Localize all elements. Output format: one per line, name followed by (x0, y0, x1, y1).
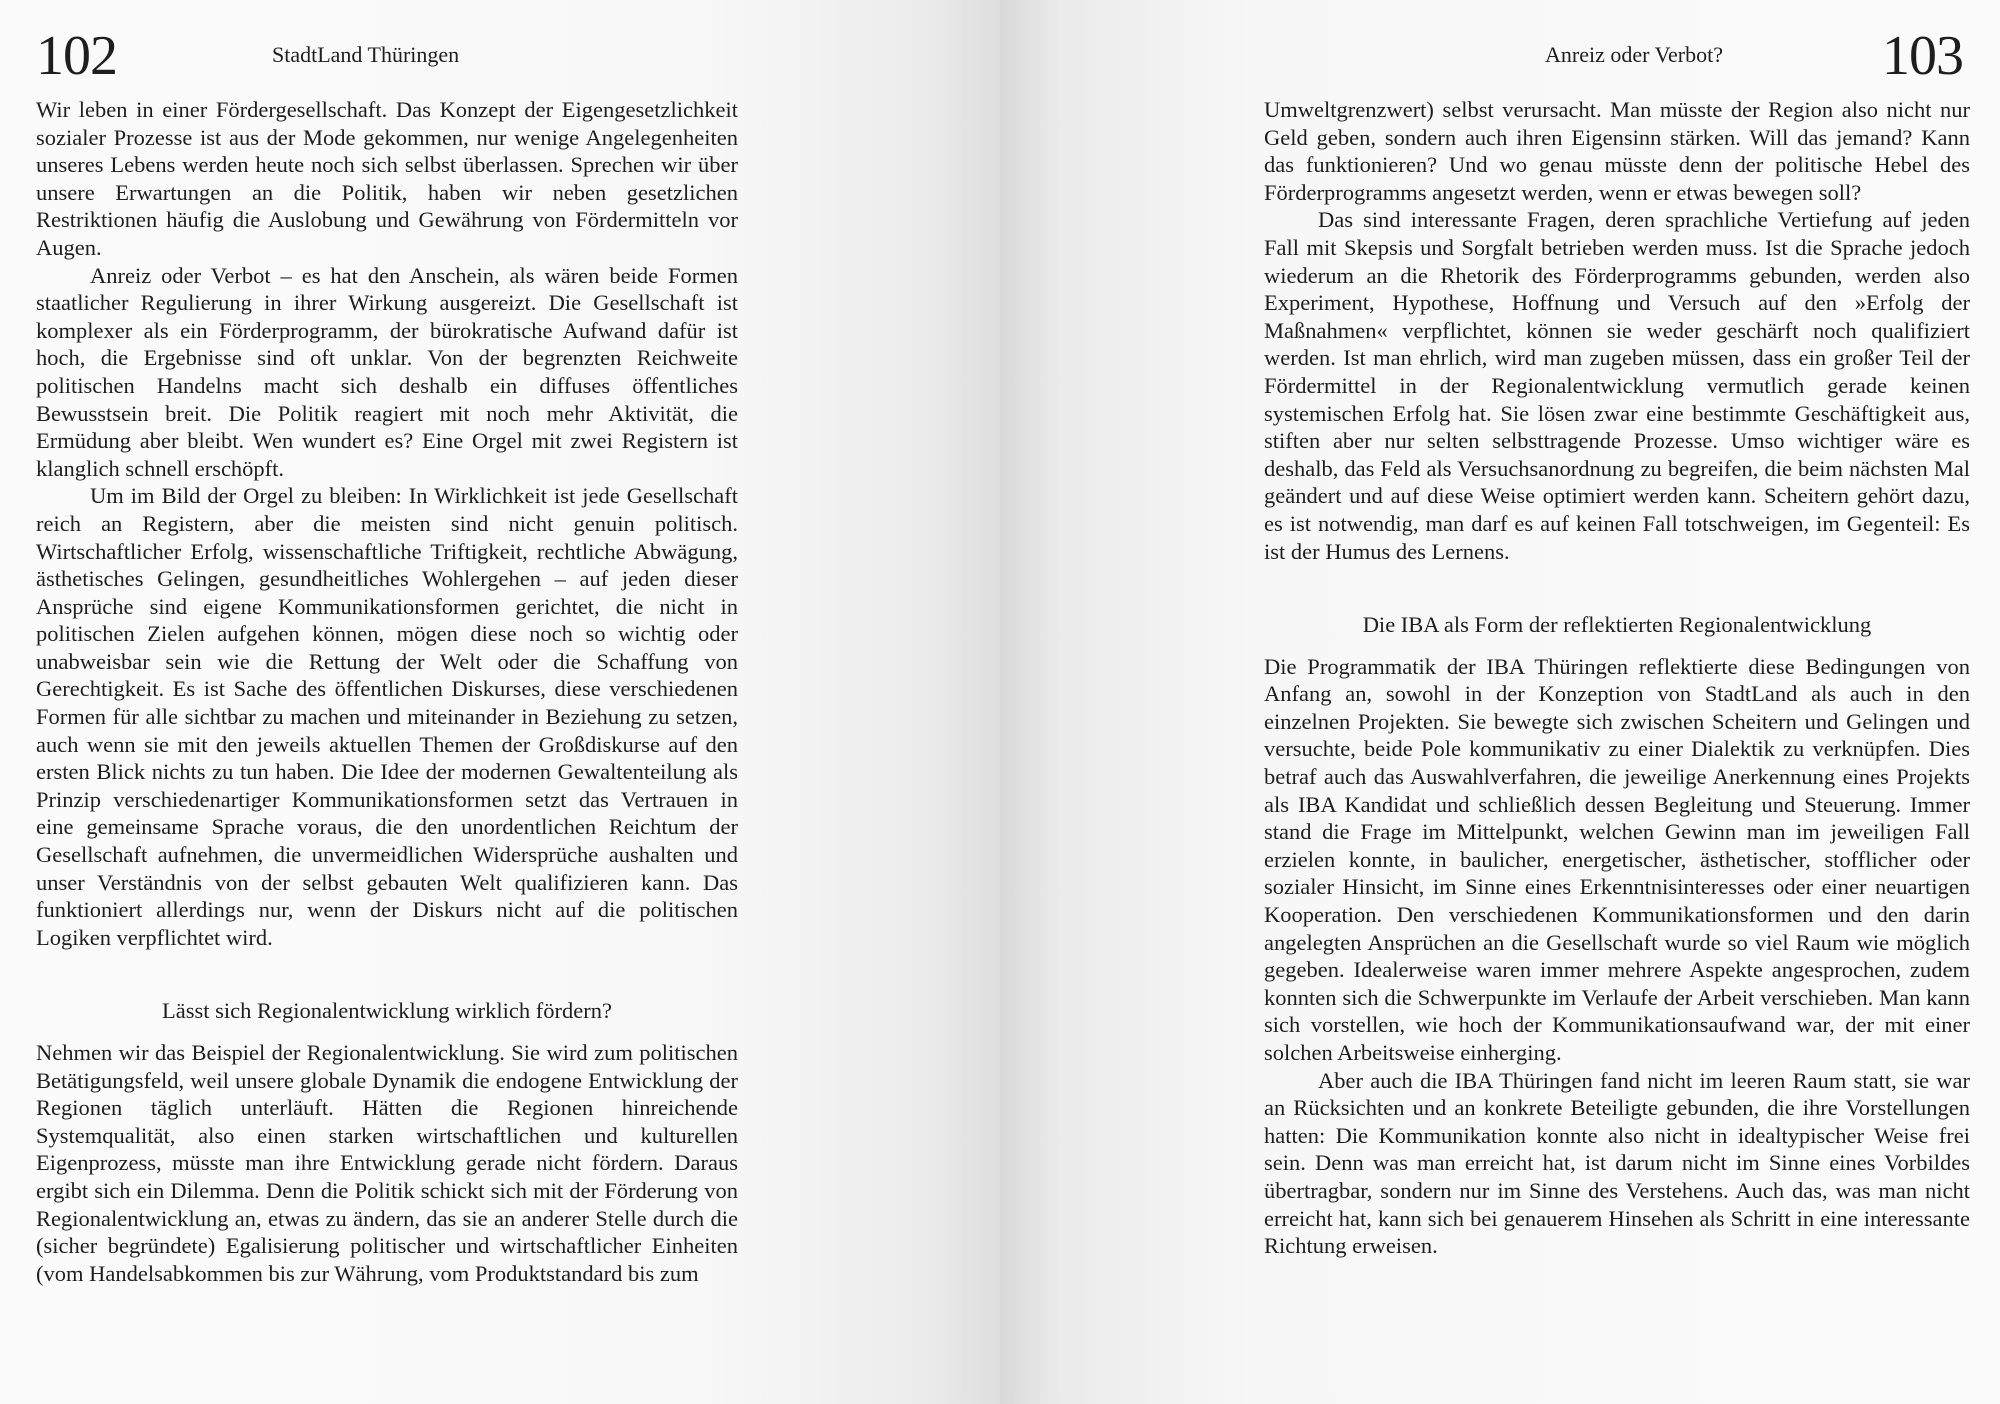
body-text (1264, 96, 1970, 1260)
paragraph: Das sind interessante Fragen, deren sprachliche Vertiefung auf jeden Fall mit Skepsis und Sorgfalt betrieben werden muss. Ist die Sprache jedoch wiederum an die Rhetorik des Förderprogramms gebunden, werden also Experiment, Hypothese, Hoffnung und Versuch auf den »Erfolg der Maßnahmen« verpflichtet, können sie weder geschärft noch qualifiziert werden. Ist man ehrlich, wird man zugeben müssen, dass ein großer Teil der Fördermittel in der Regionalentwicklung vermutlich gerade keinen systemischen Erfolg hat. Sie lösen zwar eine bestimmte Geschäftigkeit aus, stiften aber nur selten selbsttragende Prozesse. Umso wichtiger wäre es deshalb, das Feld als Versuchsanordnung zu begreifen, die beim nächsten Mal geändert und auf diese Weise optimiert werden kann. Scheitern gehört dazu, es ist notwendig, man darf es auf keinen Fall totschweigen, im Gegenteil: Es ist der Humus des Lernens. (1264, 207, 1970, 564)
paragraph: Aber auch die IBA Thüringen fand nicht im leeren Raum statt, sie war an Rücksichten und an konkrete Beteiligte gebunden, die ihre Vorstellungen hatten: Die Kommunikation konnte also nicht in idealtypischer Weise frei sein. Denn was man erreicht hat, ist darum nicht im Sinne eines Vorbildes übertragbar, sondern nur im Sinne des Verstehens. Auch das, was man nicht erreicht hat, kann sich bei genauerem Hinsehen als Schritt in eine interessante Richtung erweisen. (1264, 1067, 1970, 1259)
paragraph: Anreiz oder Verbot – es hat den Anschein, als wären beide Formen staatlicher Regulierung in ihrer Wirkung ausgereizt. Die Gesellschaft ist komplexer als ein Förderprogramm, der bürokratische Aufwand dafür ist hoch, die Ergebnisse sind oft unklar. Von der begrenzten Reichweite politischen Handelns macht sich deshalb ein diffuses öffentliches Bewusstsein breit. Die Politik reagiert mit noch mehr Aktivität, die Ermüdung aber bleibt. Wen wundert es? Eine Orgel mit zwei Registern ist klanglich schnell erschöpft. (36, 262, 738, 481)
paragraph: Nehmen wir das Beispiel der Regionalentwicklung. Sie wird zum politischen Betätigungsfeld, weil unsere globale Dynamik die endogene Entwicklung der Regionen täglich unterläuft. Hätten die Regionen hinreichende Systemqualität, also einen starken wirtschaftlichen und kulturellen Eigenprozess, müsste man ihre Entwicklung gerade nicht fördern. Daraus ergibt sich ein Dilemma. Denn die Politik schickt sich mit der Förderung von Regionalentwicklung an, etwas zu ändern, das sie an anderer Stelle durch die (sicher begründete) Egalisierung politischer und wirtschaftlicher Einheiten (vom Handelsabkommen bis zur Währung, vom Produktstandard bis zum (36, 1040, 738, 1286)
section-heading: Lässt sich Regionalentwicklung wirklich fördern? (162, 998, 612, 1024)
paragraph: Umweltgrenzwert) selbst verursacht. Man müsste der Region also nicht nur Geld geben, sondern auch ihren Eigensinn stärken. Will das jemand? Kann das funktionieren? Und wo genau müsste denn der politische Hebel des Förderprogramms angesetzt werden, wenn er etwas bewegen soll? (1264, 97, 1970, 205)
paragraph: Wir leben in einer Fördergesellschaft. Das Konzept der Eigengesetzlichkeit sozialer Prozesse ist aus der Mode gekommen, nur wenige Angelegenheiten unseres Lebens werden heute noch sich selbst überlassen. Sprechen wir über unsere Erwartungen an die Politik, haben wir neben gesetzlichen Restriktionen häufig die Auslobung und Gewährung von Fördermitteln vor Augen. (36, 97, 738, 260)
page-number: 102 (36, 25, 117, 87)
body-text (36, 96, 738, 1287)
paragraph: Um im Bild der Orgel zu bleiben: In Wirklichkeit ist jede Gesellschaft reich an Registern, aber die meisten sind nicht genuin politisch. Wirtschaftlicher Erfolg, wissenschaftliche Triftigkeit, rechtliche Abwägung, ästhetisches Gelingen, gesundheitliches Wohlergehen – auf jeden dieser Ansprüche sind eigene Kommunikationsformen gerichtet, die nicht in politischen Zielen aufgehen können, mögen diese noch so wichtig oder unabweisbar sein wie die Rettung der Welt oder die Schaffung von Gerechtigkeit. Es ist Sache des öffentlichen Diskurses, diese verschiedenen Formen für alle sichtbar zu machen und miteinander in Beziehung zu setzen, auch wenn sie mit den jeweils aktuellen Themen der Großdiskurse auf den ersten Blick nichts zu tun haben. Die Idee der modernen Gewaltenteilung als Prinzip verschiedenartiger Kommunikationsformen setzt das Vertrauen in eine gemeinsame Sprache voraus, die den unordentlichen Reichtum der Gesellschaft aufnehmen, die unvermeidlichen Widersprüche aushalten und unser Verständnis von der selbst gebauten Welt qualifizieren kann. Das funktioniert allerdings nur, wenn der Diskurs nicht auf die politischen Logiken verpflichtet wird. (36, 483, 738, 950)
paragraph: Die Programmatik der IBA Thüringen reflektierte diese Bedingungen von Anfang an, sowohl in der Konzeption von StadtLand als auch in den einzelnen Projekten. Sie bewegte sich zwischen Scheitern und Gelingen und versuchte, beide Pole kommunikativ zu einer Dialektik zu verknüpfen. Dies betraf auch das Auswahlverfahren, die jeweilige Anerkennung eines Projekts als IBA Kandidat und schließlich dessen Begleitung und Steuerung. Immer stand die Frage im Mittelpunkt, welchen Gewinn man im jeweiligen Fall erzielen konnte, in baulicher, energetischer, ästhetischer, stofflicher oder sozialer Hinsicht, im Sinne eines Erkenntnisinteresses oder einer neuartigen Kooperation. Den verschiedenen Kommunikationsformen und den darin angelegten Ansprüchen an die Gesellschaft wurde so viel Raum wie möglich gegeben. Idealerweise waren immer mehrere Aspekte angesprochen, zudem konnten sich die Schwerpunkte im Verlaufe der Arbeit verschieben. Man kann sich vorstellen, wie hoch der Kommunikationsaufwand war, der mit einer solchen Arbeitsweise einherging. (1264, 653, 1970, 1065)
right-page (1000, 0, 2000, 1404)
running-head: Anreiz oder Verbot? (1545, 42, 1723, 67)
section-heading: Die IBA als Form der reflektierten Regionalentwicklung (1362, 612, 1872, 638)
page-number: 103 (1882, 25, 1963, 87)
running-head: StadtLand Thüringen (272, 42, 460, 67)
